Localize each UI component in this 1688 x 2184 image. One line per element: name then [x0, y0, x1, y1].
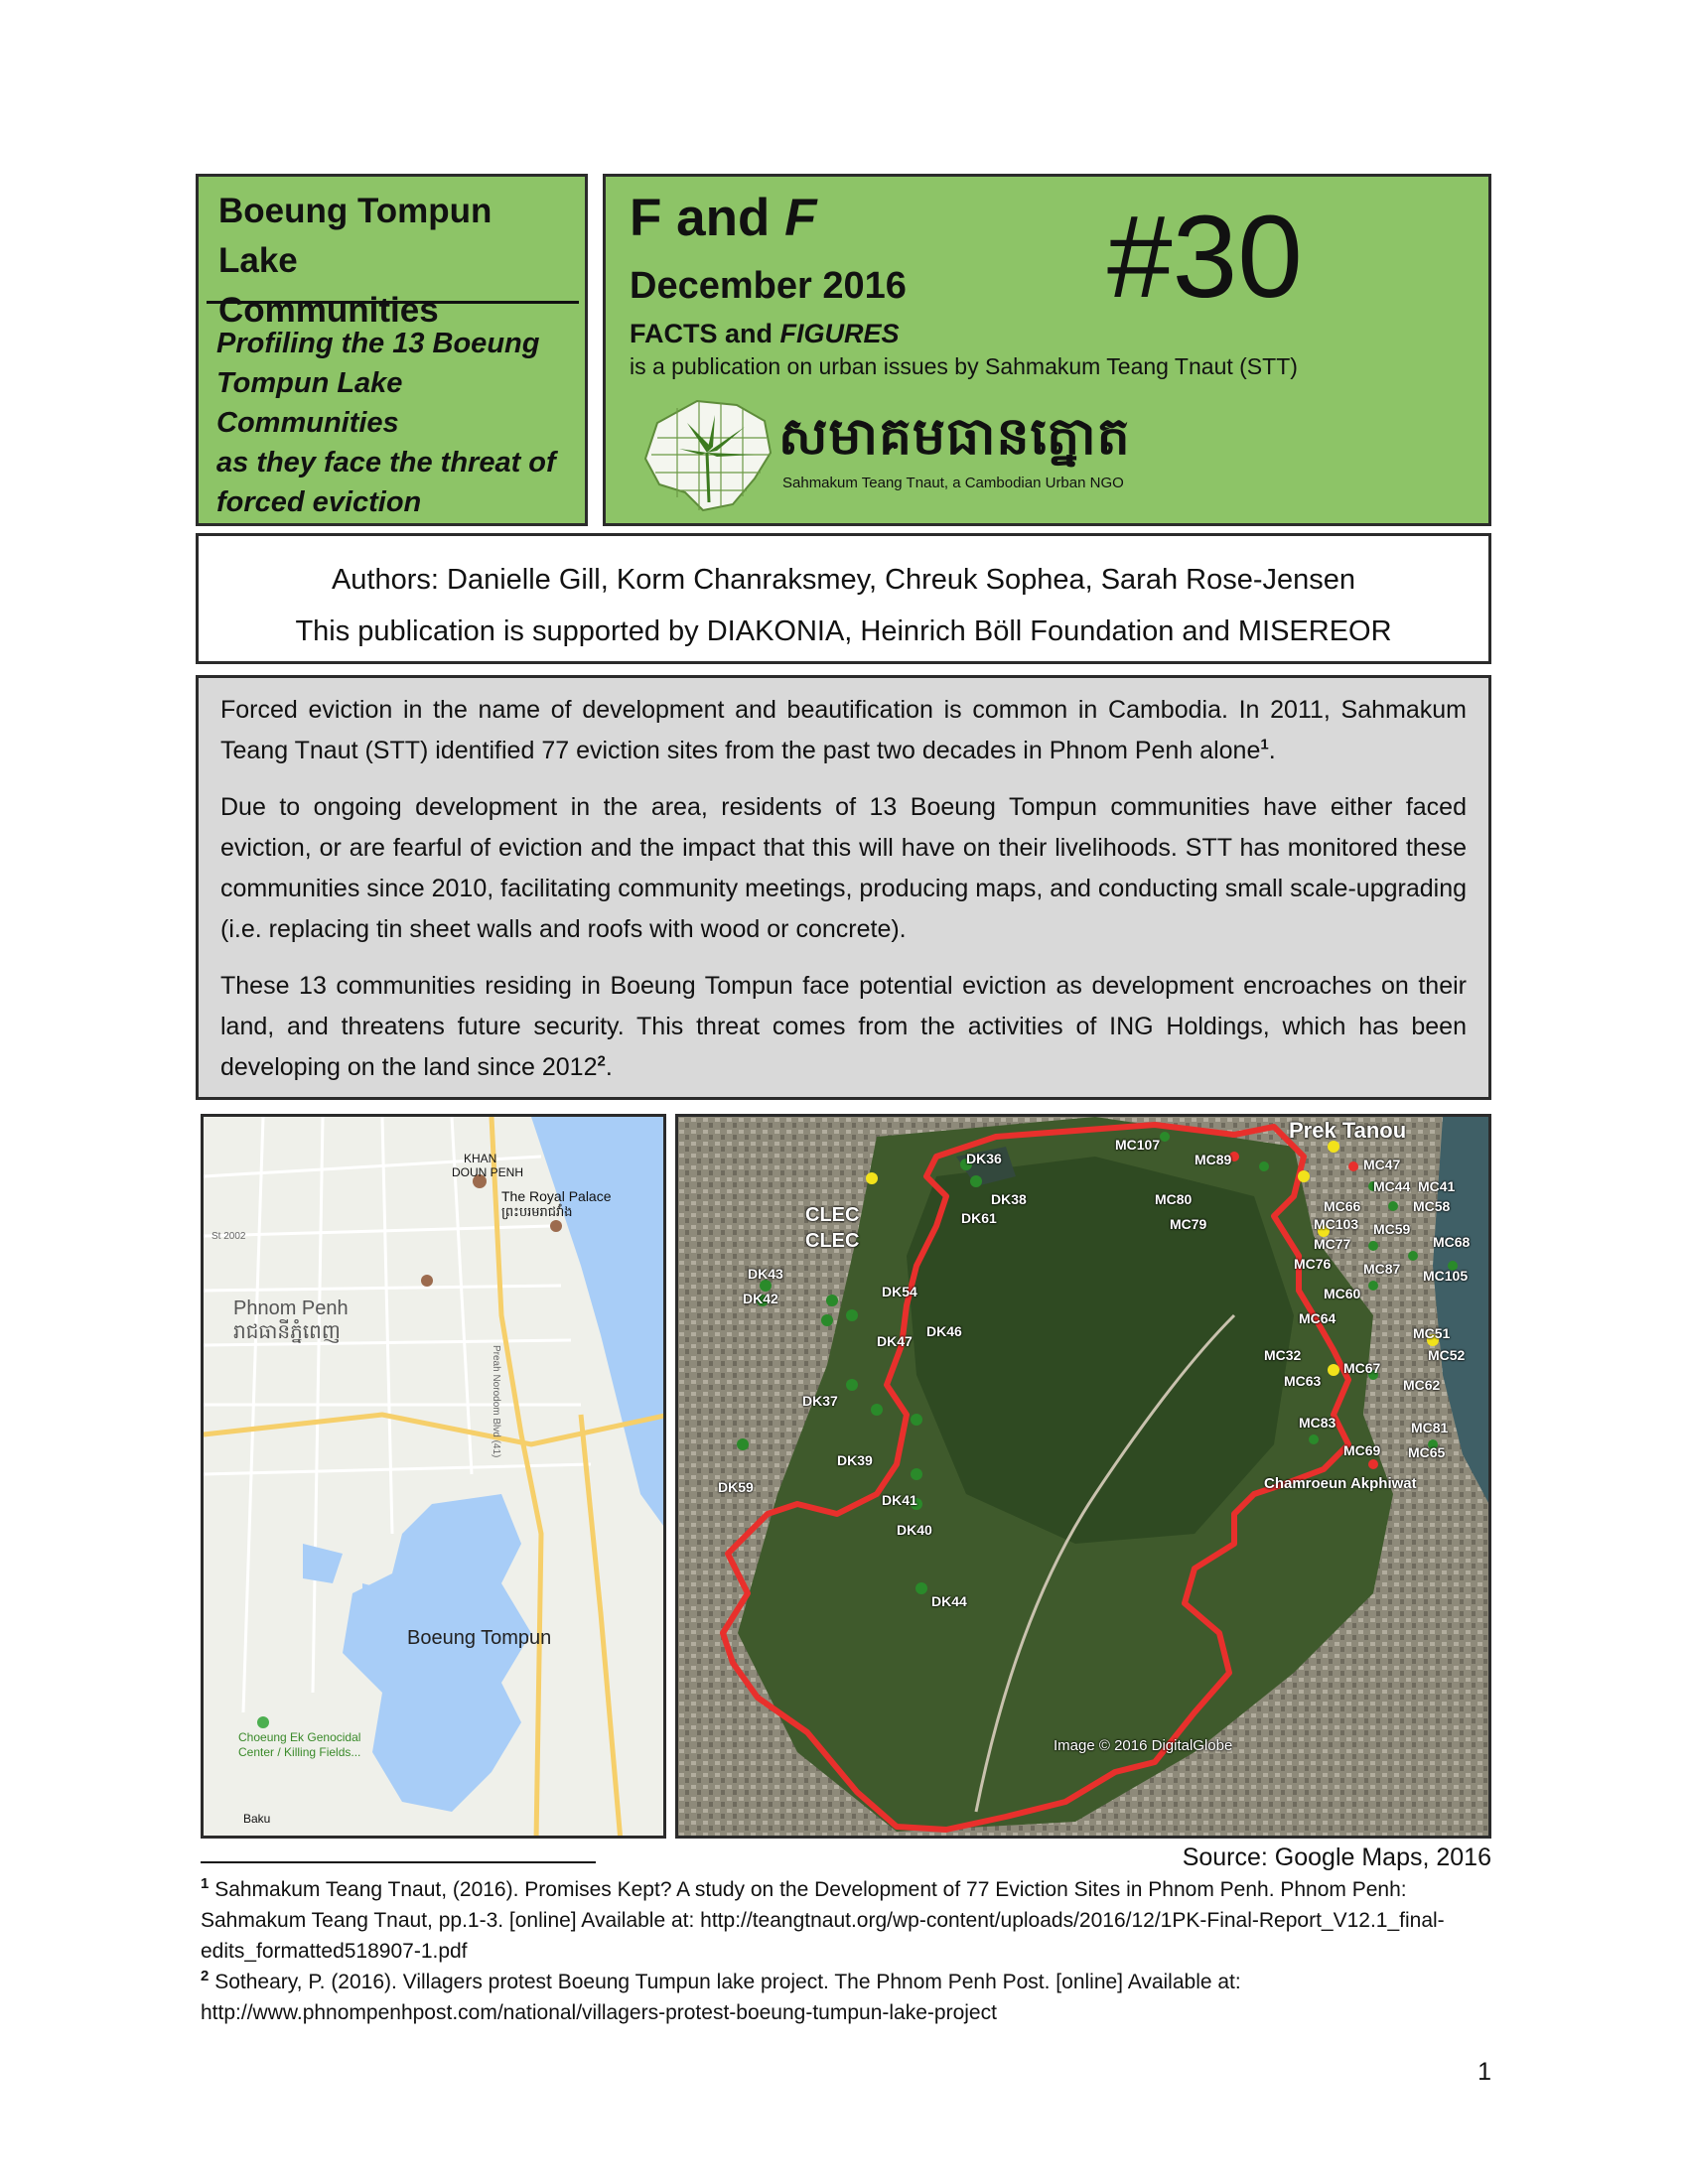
subtitle-line-1: Profiling the 13 Boeung	[216, 328, 540, 359]
header-right-box	[603, 174, 1491, 526]
sat-label-image-credit: Image © 2016 DigitalGlobe	[1054, 1737, 1233, 1754]
cambodia-map-logo-icon	[637, 393, 776, 517]
intro-p3-end: .	[605, 1053, 613, 1081]
site-label-mc66: MC66	[1324, 1198, 1361, 1214]
title-line-2: Communities	[218, 291, 439, 330]
sat-label-chamroeun: Chamroeun Akphiwat	[1264, 1475, 1417, 1492]
site-label-mc80: MC80	[1155, 1191, 1193, 1207]
site-label-mc107: MC107	[1115, 1137, 1161, 1153]
map-label-phnom-penh: Phnom Penh	[233, 1297, 349, 1319]
footnotes	[201, 1874, 1491, 2028]
map-label-boeung-tompun: Boeung Tompun	[407, 1627, 552, 1649]
map-label-choeung-ek: Choeung Ek Genocidal	[238, 1730, 361, 1744]
subtitle-line-2: Tompun Lake Communities	[216, 367, 403, 439]
footnote-2-mark: 2	[201, 1968, 210, 1984]
intro-paragraph-1	[220, 690, 1467, 771]
page-number: 1	[1477, 2058, 1491, 2086]
footnote-divider	[201, 1861, 596, 1863]
map-label-preah-norodom: Preah Norodom Blvd (41)	[491, 1345, 501, 1458]
facts-text: FACTS and	[630, 319, 780, 348]
site-label-mc32: MC32	[1264, 1347, 1302, 1363]
map-label-choeung-ek-2: Center / Killing Fields...	[238, 1745, 361, 1759]
site-label-dk44: DK44	[931, 1593, 967, 1609]
publication-line: is a publication on urban issues by Sahmakum Teang Tnaut (STT)	[630, 353, 1298, 379]
site-label-mc63: MC63	[1284, 1373, 1322, 1389]
map-label-royal-palace-kh: ព្រះបរមរាជវាំង	[501, 1204, 573, 1219]
site-label-mc81: MC81	[1411, 1420, 1449, 1435]
site-label-mc60: MC60	[1324, 1286, 1361, 1301]
logo-tagline: Sahmakum Teang Tnaut, a Cambodian Urban NGO	[782, 475, 1124, 491]
map-label-phnom-penh-kh: រាជធានីភ្នំពេញ	[233, 1321, 341, 1343]
map-label-royal-palace: The Royal Palace	[501, 1188, 612, 1204]
site-label-mc83: MC83	[1299, 1415, 1336, 1431]
site-label-dk61: DK61	[961, 1210, 997, 1226]
intro-paragraph-3	[220, 966, 1467, 1088]
intro-p3-text: These 13 communities residing in Boeung Tompun face potential eviction as development encroaches on their land, and threatens future security. This threat comes from the activities of ING Holdings, which has been developing on the land since 2012	[220, 972, 1467, 1081]
authors-line: Authors: Danielle Gill, Korm Chanraksmey, Chreuk Sophea, Sarah Rose-Jensen	[331, 564, 1356, 596]
satellite-map	[675, 1114, 1491, 1839]
site-label-dk47: DK47	[877, 1333, 913, 1349]
site-label-dk42: DK42	[743, 1291, 778, 1306]
site-label-dk59: DK59	[718, 1479, 754, 1495]
site-label-dk54: DK54	[882, 1284, 917, 1299]
site-label-dk43: DK43	[748, 1266, 783, 1282]
site-label-mc52: MC52	[1428, 1347, 1466, 1363]
title-line-1: Boeung Tompun Lake	[218, 192, 492, 280]
issue-number: #30	[1107, 192, 1303, 323]
site-label-dk37: DK37	[802, 1393, 838, 1409]
series-title	[630, 187, 816, 250]
site-label-mc105: MC105	[1423, 1268, 1469, 1284]
stt-logo	[637, 393, 1134, 517]
site-label-dk39: DK39	[837, 1452, 873, 1468]
site-label-mc77: MC77	[1314, 1236, 1351, 1252]
document-subtitle	[216, 324, 574, 522]
map-label-khan: KHAN	[464, 1152, 497, 1165]
intro-box	[196, 675, 1491, 1100]
intro-p1-text: Forced eviction in the name of development and beautification is common in Cambodia. In 2011, Sahmakum Teang Tnaut (STT) identified 77 eviction sites from the past two decades in Phnom Penh alone	[220, 696, 1467, 764]
map-source: Source: Google Maps, 2016	[1182, 1843, 1491, 1871]
site-label-mc87: MC87	[1363, 1261, 1401, 1277]
site-label-dk36: DK36	[966, 1151, 1002, 1166]
site-label-mc103: MC103	[1314, 1216, 1359, 1232]
footnote-1-text: Sahmakum Teang Tnaut, (2016). Promises Kept? A study on the Development of 77 Eviction Sites in Phnom Penh. Phnom Penh: Sahmakum Teang Tnaut, pp.1-3. [online] Available at: http://teangtnaut.org/wp-content/uploads/2016/12/1PK-Final-Report_V12.1_final-edits_formatted518907-1.pdf	[201, 1878, 1445, 1963]
site-label-mc68: MC68	[1433, 1234, 1471, 1250]
site-label-mc44: MC44	[1373, 1178, 1411, 1194]
site-label-mc65: MC65	[1408, 1444, 1446, 1460]
site-label-mc67: MC67	[1343, 1360, 1381, 1376]
footnote-ref-1[interactable]: 1	[1260, 736, 1269, 753]
site-label-dk40: DK40	[897, 1522, 932, 1538]
site-label-mc64: MC64	[1299, 1310, 1336, 1326]
supporters-line: This publication is supported by DIAKONIA, Heinrich Böll Foundation and MISEREOR	[295, 615, 1392, 647]
logo-khmer-text: សមាគមធានត្នោត	[778, 408, 1131, 466]
facts-figures-title	[630, 317, 900, 350]
footnote-ref-2[interactable]: 2	[597, 1052, 606, 1070]
footnote-2	[201, 1967, 1491, 2028]
sat-label-prek-tanou: Prek Tanou	[1289, 1118, 1407, 1143]
site-label-mc62: MC62	[1403, 1377, 1441, 1393]
site-label-mc69: MC69	[1343, 1442, 1381, 1458]
issue-date: December 2016	[630, 265, 907, 307]
site-label-mc41: MC41	[1418, 1178, 1456, 1194]
sat-label-clec-2: CLEC	[805, 1230, 860, 1252]
footnote-1-mark: 1	[201, 1875, 210, 1892]
figures-italic: FIGURES	[779, 319, 900, 348]
site-label-mc51: MC51	[1413, 1325, 1451, 1341]
series-title-italic: F	[784, 189, 817, 247]
series-title-text: F and	[630, 189, 785, 247]
site-label-mc59: MC59	[1373, 1221, 1411, 1237]
park-marker-icon	[257, 1716, 269, 1728]
intro-paragraph-2: Due to ongoing development in the area, residents of 13 Boeung Tompun communities have either faced eviction, or are fearful of eviction and the impact that this will have on their livelihoods. STT has monitored these communities since 2010, facilitating community meetings, producing maps, and conducting small scale-upgrading (i.e. replacing tin sheet walls and roofs with wood or concrete).	[220, 793, 1467, 943]
site-label-mc89: MC89	[1195, 1152, 1232, 1167]
document-title	[218, 187, 576, 336]
header-left-box	[196, 174, 588, 526]
subtitle-line-3: as they face the threat of	[216, 447, 556, 478]
sat-label-clec-1: CLEC	[805, 1204, 860, 1226]
landmark-marker-icon	[550, 1220, 562, 1232]
site-label-mc76: MC76	[1294, 1256, 1332, 1272]
site-label-mc79: MC79	[1170, 1216, 1207, 1232]
landmark-marker-icon	[421, 1275, 433, 1287]
map-label-baku: Baku	[243, 1812, 271, 1826]
site-label-mc58: MC58	[1413, 1198, 1451, 1214]
site-label-mc47: MC47	[1363, 1157, 1401, 1172]
footnote-2-text: Sotheary, P. (2016). Villagers protest Boeung Tumpun lake project. The Phnom Penh Post. [online] Available at: http://www.phnompenhpost.com/national/villagers-protest-boeung-tumpun-lake-project	[201, 1971, 1241, 2024]
authors-box	[196, 533, 1491, 664]
map-label-doun-penh: DOUN PENH	[452, 1165, 524, 1179]
map-label-st2002: St 2002	[211, 1231, 246, 1242]
footnote-1	[201, 1874, 1491, 1967]
site-label-dk41: DK41	[882, 1492, 917, 1508]
subtitle-line-4: forced eviction	[216, 486, 422, 518]
site-label-dk38: DK38	[991, 1191, 1027, 1207]
title-divider	[207, 301, 579, 304]
intro-p1-end: .	[1268, 737, 1276, 764]
site-label-dk46: DK46	[926, 1323, 962, 1339]
street-map	[201, 1114, 666, 1839]
